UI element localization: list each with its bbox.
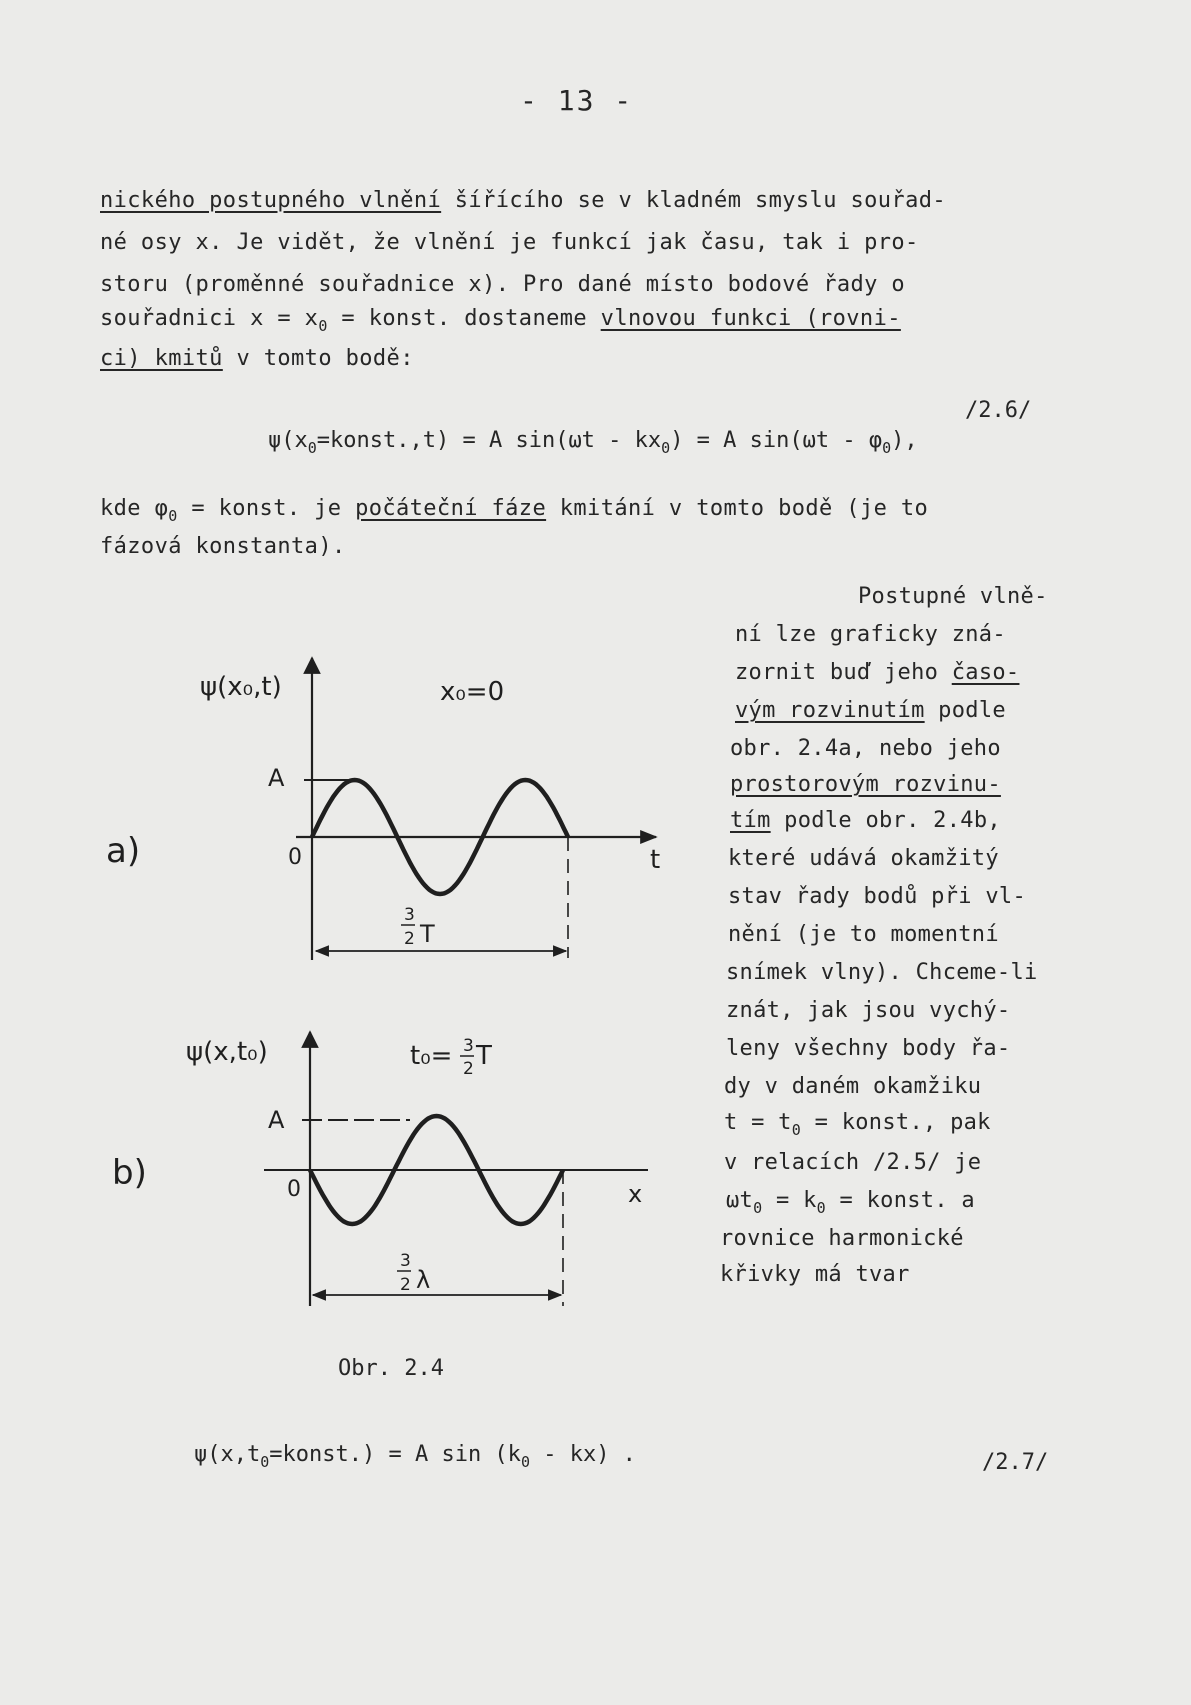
figure-2-4	[0, 0, 720, 1400]
plot-b-frac-num: 3	[400, 1251, 411, 1271]
sidebar-line: nění (je to momentní	[728, 922, 999, 947]
subscript: 0	[168, 507, 178, 525]
plot-b-ylabel: ψ(x,t₀)	[186, 1037, 268, 1067]
plot-b-cond-unit: T	[476, 1041, 492, 1071]
eq-span: ) = A sin(ωt - φ	[670, 428, 883, 453]
plot-b-label: b)	[112, 1153, 147, 1193]
plot-b	[112, 1032, 648, 1306]
plot-a-origin-label: 0	[288, 845, 302, 870]
subscript: 0	[816, 1199, 826, 1217]
figure-caption: Obr. 2.4	[338, 1356, 444, 1381]
sidebar-line: stav řady bodů při vl-	[728, 884, 1026, 909]
term-underlined: počáteční fáze	[355, 496, 547, 521]
eq-span: ψ(x	[268, 428, 308, 453]
eq-span: =konst.) = A sin (k	[269, 1442, 521, 1467]
plot-a-ylabel: ψ(x₀,t)	[200, 672, 282, 702]
equation-number: /2.6/	[965, 398, 1032, 423]
plot-b-cond-frac-den: 2	[463, 1059, 474, 1079]
term-underlined: časo-	[951, 660, 1020, 685]
sidebar-line	[735, 698, 1006, 723]
subscript: 0	[260, 1453, 270, 1471]
text-span: = konst., pak	[801, 1110, 991, 1135]
eq-span: ),	[891, 428, 918, 453]
text-span: = konst. a	[825, 1188, 975, 1213]
sidebar-line	[724, 1110, 991, 1139]
text-span: souřadnici x = x	[100, 306, 319, 331]
sidebar-line: ní lze graficky zná-	[735, 622, 1006, 647]
plot-b-condition: t₀=	[410, 1041, 453, 1071]
sidebar-line: které udává okamžitý	[728, 846, 999, 871]
text-line: fázová konstanta).	[100, 534, 346, 559]
sidebar-line	[730, 772, 1001, 797]
eq-span: =konst.,t) = A sin(ωt - kx	[316, 428, 662, 453]
sidebar-line: snímek vlny). Chceme-li	[726, 960, 1038, 985]
plot-b-frac-den: 2	[400, 1275, 411, 1295]
text-span: kde φ	[100, 496, 169, 521]
sidebar-line: leny všechny body řa-	[726, 1036, 1011, 1061]
subscript: 0	[661, 439, 671, 457]
plot-b-span-label: λ	[416, 1266, 431, 1294]
text-line: storu (proměnné souřadnice x). Pro dané místo bodové řady o	[100, 272, 906, 297]
eq-span: - kx) .	[529, 1442, 636, 1467]
text-span: t = t	[724, 1110, 792, 1135]
sidebar-line: Postupné vlně-	[858, 584, 1048, 609]
text-span: = k	[762, 1188, 817, 1213]
subscript: 0	[882, 439, 892, 457]
equation-2-7	[194, 1442, 636, 1471]
sidebar-line: obr. 2.4a, nebo jeho	[730, 736, 1001, 761]
plot-a-axis-label: t	[650, 845, 661, 875]
sidebar-line: dy v daném okamžiku	[724, 1074, 982, 1099]
term-underlined: ci) kmitů	[100, 346, 223, 371]
subscript: 0	[791, 1121, 802, 1139]
plot-b-cond-frac-num: 3	[463, 1036, 474, 1056]
plot-b-origin-label: 0	[287, 1177, 301, 1202]
sidebar-line	[730, 808, 1001, 833]
plot-a-span-label: T	[420, 920, 435, 948]
plot-a-condition: x₀=0	[440, 677, 505, 707]
sidebar-line: rovnice harmonické	[720, 1226, 964, 1251]
term-underlined: nického postupného vlnění	[100, 188, 442, 213]
sidebar-line	[726, 1188, 975, 1217]
text-span: = konst. je	[177, 496, 356, 521]
text-span: v tomto bodě:	[222, 346, 414, 371]
text-span: ωt	[726, 1188, 754, 1213]
text-span: kmitání v tomto bodě (je to	[546, 496, 929, 521]
sidebar-line	[735, 660, 1019, 685]
text-span: = konst. dostaneme	[327, 306, 601, 331]
plot-a-amp-label: A	[268, 764, 285, 792]
sidebar-line: křivky má tvar	[720, 1262, 910, 1287]
term-underlined: vlnovou funkci (rovni-	[600, 306, 901, 331]
term-underlined: prostorovým rozvinu-	[730, 772, 1001, 797]
eq-span: ψ(x,t	[194, 1442, 261, 1467]
plot-b-axis-label: x	[628, 1180, 643, 1208]
text-span: podle	[924, 698, 1006, 723]
term-underlined: vým rozvinutím	[735, 698, 925, 723]
text-span: podle obr. 2.4b,	[770, 808, 1001, 833]
page-number: - 13 -	[520, 84, 634, 117]
subscript: 0	[520, 1453, 530, 1471]
subscript: 0	[753, 1199, 763, 1217]
plot-a-label: a)	[106, 831, 141, 871]
term-underlined: tím	[730, 808, 771, 833]
plot-a-frac-den: 2	[404, 929, 415, 949]
subscript: 0	[307, 439, 317, 457]
text-line: né osy x. Je vidět, že vlnění je funkcí jak času, tak i pro-	[100, 230, 919, 255]
sidebar-line: v relacích /2.5/ je	[724, 1150, 982, 1175]
plot-a	[106, 658, 660, 960]
plot-a-frac-num: 3	[404, 905, 415, 925]
plot-b-amp-label: A	[268, 1106, 285, 1134]
subscript: 0	[318, 317, 328, 335]
sidebar-line: znát, jak jsou vychý-	[726, 998, 1011, 1023]
text-span: zornit buď jeho	[735, 660, 952, 685]
text-span: šířícího se v kladném smyslu souřad-	[441, 188, 947, 213]
equation-number: /2.7/	[982, 1450, 1049, 1475]
